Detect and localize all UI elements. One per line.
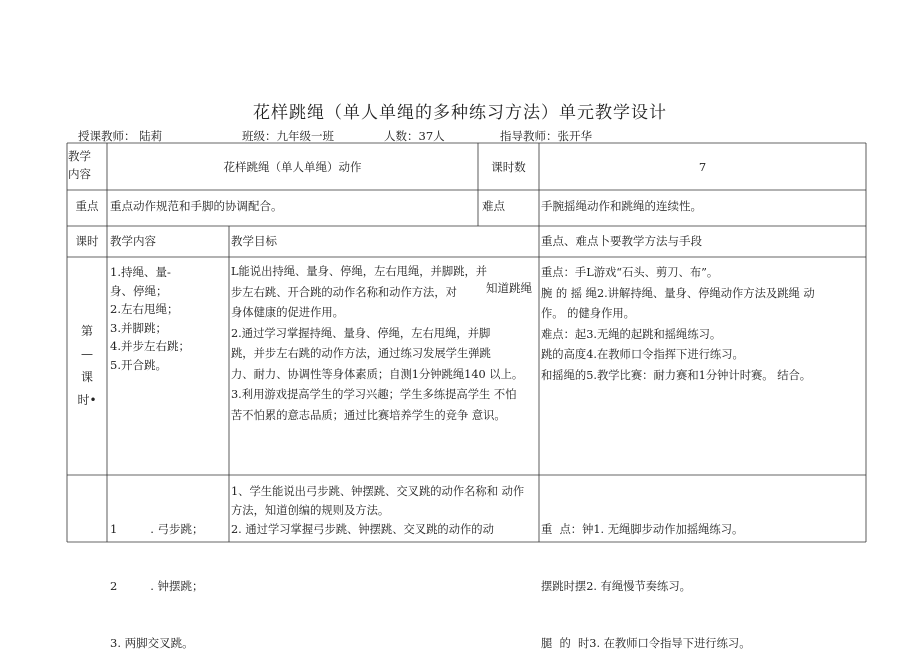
list-item: 3.并脚跳； xyxy=(110,320,167,335)
list-item: 难点：起3.无绳的起跳和摇绳练习。 xyxy=(541,327,722,341)
grade-info: 班级：九年级一班 xyxy=(242,129,334,143)
key-label: 重点 xyxy=(75,199,99,213)
list-item: 跳，并步左右跳的动作方法，通过练习发展学生弹跳 xyxy=(231,347,491,360)
hours-label: 课时数 xyxy=(491,160,526,174)
list-item: 摆跳时摆2. 有绳慢节奏练习。 xyxy=(541,580,691,593)
list-item: 2. 通过学习掌握弓步跳、钟摆跳、交叉跳的动作的动 xyxy=(231,523,494,536)
list-item: 1、学生能说出弓步跳、钟摆跳、交叉跳的动作名称和 动作 xyxy=(231,485,525,498)
list-item: 4.并步左右跳； xyxy=(110,339,190,354)
lesson1-goal-side: 知道跳绳 xyxy=(486,281,532,295)
list-item: 力、耐力、协调性等身体素质；自测1分钟跳绳140 以上。 xyxy=(231,367,524,381)
list-item: 5.开合跳。 xyxy=(110,357,167,372)
lesson2-method xyxy=(541,482,751,672)
count-info: 人数：37人 xyxy=(384,129,445,143)
lesson1-content xyxy=(110,263,190,375)
list-item: 腕 的 摇 绳2.讲解持绳、量身、停绳动作方法及跳绳 动 xyxy=(541,286,815,300)
list-item: 苦不怕累的意志品质；通过比赛培养学生的竞争 意识。 xyxy=(231,408,506,422)
list-item: 腿 的 时3. 在教师口令指导下进行练习。 xyxy=(541,637,751,650)
list-item: 方法，知道创编的规则及方法。 xyxy=(231,504,390,517)
difficulty-label: 难点 xyxy=(482,199,505,213)
list-item: 重点：手L游戏“石头、剪刀、布”。 xyxy=(541,266,719,279)
hours-value: 7 xyxy=(698,160,707,174)
lesson1-method xyxy=(541,263,815,386)
list-item: 身、停绳； xyxy=(110,283,168,298)
list-item: 1 . 弓步跳； xyxy=(110,522,204,536)
lesson1-goal xyxy=(231,262,523,426)
col-content: 教学内容 xyxy=(110,234,156,248)
content-label xyxy=(68,147,106,183)
col-goal: 教学目标 xyxy=(231,234,277,248)
teacher-info: 授课教师： 陆莉 xyxy=(78,129,163,143)
list-item: 重 点：钟1. 无绳脚步动作加摇绳练习。 xyxy=(541,523,744,536)
lesson1-label xyxy=(67,320,107,412)
list-item: 跳的高度4.在教师口令指挥下进行练习。 xyxy=(541,348,744,361)
list-item: 2.通过学习掌握持绳、量身、停绳，左右甩绳，并脚 xyxy=(231,326,491,340)
list-item: 步左右跳、开合跳的动作名称和动作方法，对 xyxy=(231,285,457,299)
key-value: 重点动作规范和手脚的协调配合。 xyxy=(110,199,283,213)
content-label-line: 内容 xyxy=(68,167,91,181)
lesson1-label-char: 课 xyxy=(80,370,93,384)
mentor-info: 指导教师：张开华 xyxy=(500,129,592,143)
lesson1-label-char: 第 xyxy=(80,324,93,338)
list-item: L能说出持绳、量身、停绳，左右甩绳，并脚跳，并 xyxy=(231,265,488,278)
lesson2-goal xyxy=(231,482,524,539)
list-item: 3.利用游戏提高学生的学习兴趣；学生多练提高学生 不怕 xyxy=(231,388,517,401)
difficulty-value: 手腕摇绳动作和跳绳的连续性。 xyxy=(541,199,702,213)
col-method: 重点、难点卜要教学方法与手段 xyxy=(541,234,702,248)
list-item: 3. 两脚交叉跳。 xyxy=(110,636,194,650)
list-item: 2 . 钟摆跳； xyxy=(110,579,204,593)
lesson1-label-char: 时• xyxy=(77,393,97,407)
col-lesson: 课时 xyxy=(75,234,99,248)
lesson1-label-char: — xyxy=(81,347,93,361)
list-item: 作。 的健身作用。 xyxy=(541,307,635,320)
list-item: 1.持绳、量- xyxy=(110,265,171,279)
content-label-line: 教学 xyxy=(68,149,91,163)
content-value: 花样跳绳（单人单绳）动作 xyxy=(223,160,362,174)
list-item: 2.左右甩绳； xyxy=(110,302,179,317)
document-title: 花样跳绳（单人单绳的多种练习方法）单元教学设计 xyxy=(253,103,667,123)
list-item: 身体健康的促进作用。 xyxy=(231,306,344,319)
list-item: 和摇绳的5.教学比赛：耐力赛和1分钟计时赛。 结合。 xyxy=(541,368,812,382)
lesson2-content xyxy=(110,482,204,672)
